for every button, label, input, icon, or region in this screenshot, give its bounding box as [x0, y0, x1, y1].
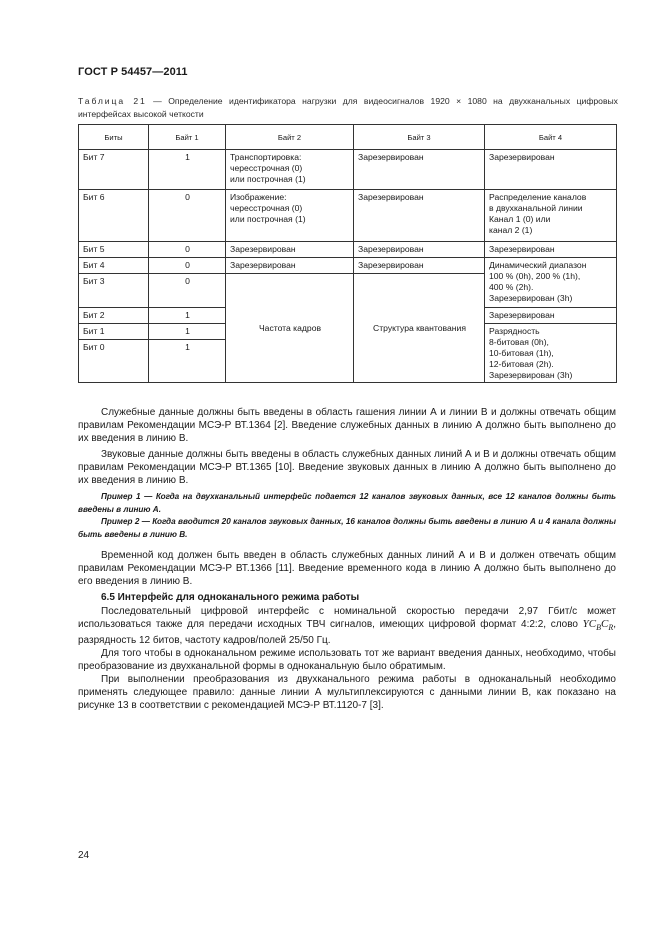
- byte4-cell: Зарезервирован: [485, 242, 617, 258]
- col-header-byte3: Байт 3: [354, 125, 485, 150]
- col-header-byte1: Байт 1: [149, 125, 226, 150]
- row-label: Бит 2: [79, 308, 149, 324]
- byte4-cell-dynamic-range: Динамический диапазон 100 % (0h), 200 % (1h), 400 % (2h). Зарезервирован (3h): [485, 258, 617, 308]
- byte2-cell: Зарезервирован: [226, 258, 354, 274]
- byte3-cell: Зарезервирован: [354, 190, 485, 242]
- document-header: ГОСТ Р 54457—2011: [78, 66, 188, 78]
- byte1-cell: 0: [149, 258, 226, 274]
- byte4-cell: Зарезервирован: [485, 150, 617, 190]
- byte1-cell: 1: [149, 308, 226, 324]
- section-heading: 6.5 Интерфейс для одноканального режима работы: [101, 592, 360, 603]
- paragraph-interface: [78, 605, 616, 647]
- table-row: [79, 190, 617, 242]
- row-label: Бит 5: [79, 242, 149, 258]
- col-header-byte2: Байт 2: [226, 125, 354, 150]
- byte1-cell: 1: [149, 150, 226, 190]
- example-2: Пример 2 — Когда вводится 20 каналов звуковых данных, 16 каналов должны быть введены в линию А и 4 канала должны быть введены в линию В.: [78, 517, 616, 539]
- page-number: 24: [78, 850, 90, 861]
- byte1-cell: 0: [149, 242, 226, 258]
- row-label: Бит 6: [79, 190, 149, 242]
- byte4-cell: Зарезервирован: [485, 308, 617, 324]
- paragraph-audio: Звуковые данные должны быть введены в область служебных данных линий А и В и должны отвечать общим правилам Рекомендации МСЭ-Р ВТ.1365 [10]. Введение звуковых данных в линию А должно быть выполнено до их введения в линию В.: [78, 449, 616, 486]
- byte2-cell: Изображение: чересстрочная (0) или построчная (1): [226, 190, 354, 242]
- byte3-cell: Зарезервирован: [354, 258, 485, 274]
- row-label: Бит 3: [79, 274, 149, 308]
- paragraph-ancillary: Служебные данные должны быть введены в область гашения линии А и линии В и должны отвечать общим правилам Рекомендации МСЭ-Р ВТ.1364 [2]. Введение служебных данных в линию А должно быть выполнено до их введения в линию В.: [78, 407, 616, 444]
- table-row: [79, 258, 617, 274]
- paragraph-interface-start: Последовательный цифровой интерфейс с номинальной скоростью передачи 2,97 Гбит/с может использоваться также для передачи исходных ТВЧ сигналов, имеющих цифровой формат 4:2:2, слово: [78, 606, 616, 630]
- ycbcr-formula: $YC_BC_R$: [582, 618, 614, 633]
- byte3-cell-quantization: Структура квантования: [354, 274, 485, 383]
- table-caption-text: — Определение идентификатора нагрузки для видеосигналов 1920 × 1080 на двухканальных цифровых интерфейсах высокой четкости: [78, 96, 618, 119]
- byte1-cell: 1: [149, 324, 226, 340]
- body-text: [78, 406, 616, 712]
- paragraph-timecode: Временной код должен быть введен в область служебных данных линий А и В и должен отвечать общим правилам Рекомендации МСЭ-Р ВТ.1366 [11]. Введение временного кода в линию А должно быть выполнено до его введения в линию В.: [78, 550, 616, 587]
- table-caption-lead: Таблица 21: [78, 96, 147, 106]
- example-1: Пример 1 — Когда на двухканальный интерфейс подается 12 каналов звуковых данных, все 12 каналов должны быть введены в линию А.: [78, 492, 616, 514]
- byte2-cell: Зарезервирован: [226, 242, 354, 258]
- byte4-cell-bit-depth: Разрядность 8-битовая (0h), 10-битовая (1h), 12-битовая (2h). Зарезервирован (3h): [485, 324, 617, 383]
- byte1-cell: 1: [149, 340, 226, 383]
- byte2-cell: Транспортировка: чересстрочная (0) или построчная (1): [226, 150, 354, 190]
- row-label: Бит 7: [79, 150, 149, 190]
- byte3-cell: Зарезервирован: [354, 150, 485, 190]
- paragraph-interface-end: , разрядность 12 битов, частоту кадров/полей 25/50 Гц.: [78, 619, 616, 647]
- table-header-row: [79, 125, 617, 150]
- byte4-cell: Распределение каналов в двухканальной линии Канал 1 (0) или канал 2 (1): [485, 190, 617, 242]
- table-row: [79, 242, 617, 258]
- byte2-cell-frame-rate: Частота кадров: [226, 274, 354, 383]
- byte1-cell: 0: [149, 190, 226, 242]
- table-caption: [78, 95, 618, 120]
- paragraph-multiplex-rule: При выполнении преобразования из двухканального режима работы в одноканальный необходимо применять следующее правило: данные линии А мультиплексируются с данными линии В, как показано на рисунке 13 в соответствии с рекомендацией МСЭ-Р ВТ.1120-7 [3].: [78, 674, 616, 712]
- col-header-byte4: Байт 4: [485, 125, 617, 150]
- row-label: Бит 1: [79, 324, 149, 340]
- table-row: [79, 150, 617, 190]
- paragraph-reversible: Для того чтобы в одноканальном режиме использовать тот же вариант введения данных, необходимо, чтобы преобразование из двухканальной формы в одноканальную было обратимым.: [78, 648, 616, 673]
- col-header-bits: Биты: [79, 125, 149, 150]
- row-label: Бит 4: [79, 258, 149, 274]
- payload-id-table: [78, 124, 617, 383]
- byte1-cell: 0: [149, 274, 226, 308]
- byte3-cell: Зарезервирован: [354, 242, 485, 258]
- row-label: Бит 0: [79, 340, 149, 383]
